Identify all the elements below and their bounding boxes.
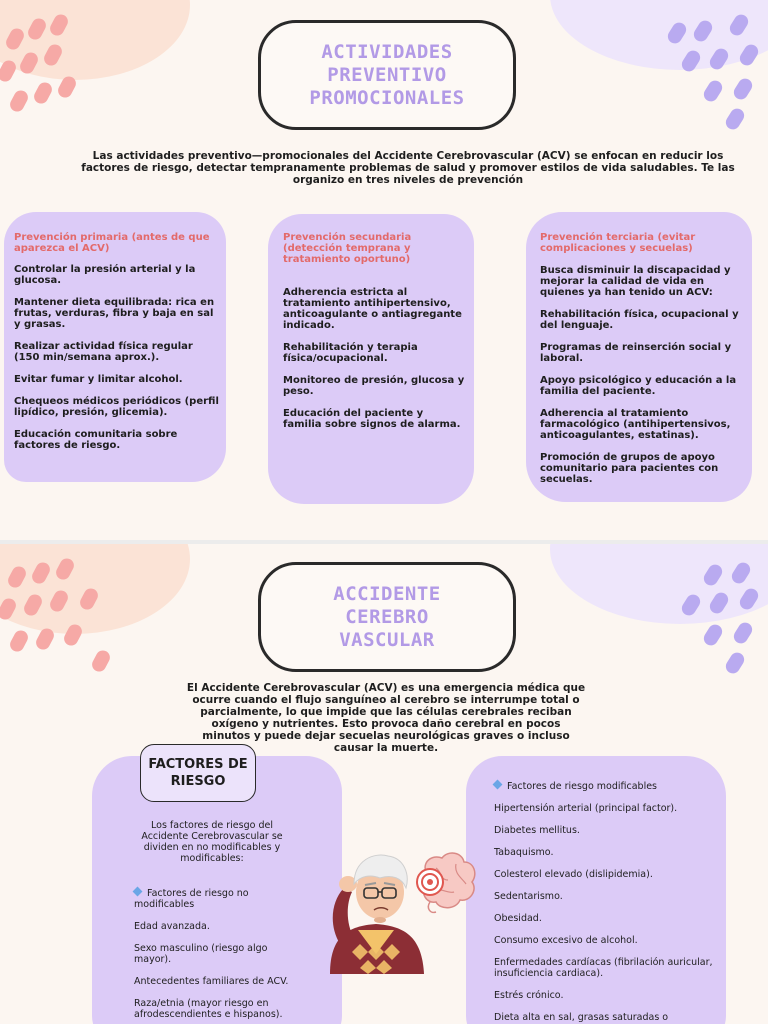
list-item: Dieta alta en sal, grasas saturadas o — [494, 1012, 669, 1023]
factors-intro: Los factores de riesgo del Accidente Cerebrovascular se dividen en no modificables y modificables: — [141, 820, 283, 864]
list-item: Rehabilitación física, ocupacional y del lenguaje. — [540, 309, 739, 331]
list-item: Hipertensión arterial (principal factor). — [494, 803, 678, 814]
list-item: Chequeos médicos periódicos (perfil lipídico, presión, glicemia). — [14, 396, 219, 418]
list-item: Edad avanzada. — [134, 921, 210, 932]
decoration-top-left — [0, 544, 200, 684]
risk-factors-title: FACTORES DE RIESGO — [148, 757, 248, 789]
decoration-top-left — [0, 0, 190, 130]
diamond-icon — [493, 780, 503, 790]
card-heading: Prevención primaria (antes de que aparezca el ACV) — [14, 232, 210, 254]
list-item: Raza/etnia (mayor riesgo en afrodescendientes e hispanos). — [134, 998, 283, 1020]
list-item: Apoyo psicológico y educación a la familia del paciente. — [540, 375, 737, 397]
non-modifiable-list — [134, 888, 302, 1024]
list-item: Mantener dieta equilibrada: rica en frutas, verduras, fibra y baja en sal y grasas. — [14, 297, 215, 330]
page-title-box — [258, 562, 516, 672]
list-item: Adherencia al tratamiento farmacológico (antihipertensivos, anticoagulantes, estatinas). — [540, 408, 731, 441]
list-item: Educación comunitaria sobre factores de riesgo. — [14, 429, 178, 451]
card-secondary-prevention — [268, 214, 474, 504]
card-heading: Prevención terciaria (evitar complicaciones y secuelas) — [540, 232, 696, 254]
list-item: Diabetes mellitus. — [494, 825, 580, 836]
list-item: Busca disminuir la discapacidad y mejorar la calidad de vida en quienes ya han tenido un ACV: — [540, 265, 731, 298]
list-item: Colesterol elevado (dislipidemia). — [494, 869, 653, 880]
list-item: Realizar actividad física regular (150 min/semana aprox.). — [14, 341, 193, 363]
list-item: Sexo masculino (riesgo algo mayor). — [134, 943, 268, 965]
page-title: ACTIVIDADES PREVENTIVO PROMOCIONALES — [309, 40, 465, 109]
list-item: Obesidad. — [494, 913, 542, 924]
list-heading: Factores de riesgo modificables — [507, 781, 658, 792]
card-list — [540, 265, 750, 496]
page-stroke-definition — [0, 544, 768, 1024]
decoration-top-right — [560, 544, 768, 694]
risk-factors-title-box — [140, 744, 256, 802]
list-heading: Factores de riesgo no modificables — [134, 888, 249, 910]
diamond-icon — [133, 887, 143, 897]
list-item: Promoción de grupos de apoyo comunitario para pacientes con secuelas. — [540, 452, 719, 485]
decoration-top-right — [560, 0, 768, 150]
page-title: ACCIDENTE CEREBRO VASCULAR — [333, 582, 441, 651]
list-item: Evitar fumar y limitar alcohol. — [14, 374, 183, 385]
list-item: Monitoreo de presión, glucosa y peso. — [283, 375, 465, 397]
list-item: Estrés crónico. — [494, 990, 564, 1001]
list-item: Enfermedades cardíacas (fibrilación auricular, insuficiencia cardiaca). — [494, 957, 713, 979]
list-item: Adherencia estricta al tratamiento antihipertensivo, anticoagulante o antiagregante indicado. — [283, 287, 462, 331]
list-item: Tabaquismo. — [494, 847, 554, 858]
card-list — [283, 287, 465, 441]
list-item: Rehabilitación y terapia física/ocupacional. — [283, 342, 418, 364]
card-heading: Prevención secundaria (detección temprana y tratamiento oportuno) — [283, 232, 412, 265]
list-item: Controlar la presión arterial y la glucosa. — [14, 264, 196, 286]
list-item: Antecedentes familiares de ACV. — [134, 976, 289, 987]
card-modifiable-factors — [466, 756, 726, 1024]
elderly-man-headache-illustration — [318, 844, 482, 976]
list-item: Consumo excesivo de alcohol. — [494, 935, 638, 946]
list-item: Sedentarismo. — [494, 891, 563, 902]
list-item: Programas de reinserción social y laboral. — [540, 342, 732, 364]
card-primary-prevention — [4, 212, 226, 482]
page-title-box — [258, 20, 516, 130]
modifiable-list — [494, 781, 714, 1024]
intro-text: Las actividades preventivo—promocionales del Accidente Cerebrovascular (ACV) se enfocan en reducir los factores de riesgo, detectar tempranamente problemas de salud y promover estilos de vida saludables. Te las organizo en tres niveles de prevención — [81, 150, 735, 186]
card-list — [14, 264, 220, 462]
intro-text: El Accidente Cerebrovascular (ACV) es una emergencia médica que ocurre cuando el flujo sanguíneo al cerebro se interrumpe total o parcialmente, lo que impide que las células cerebrales reciban oxígeno y nutrientes. Esto provoca daño cerebral en pocos minutos y puede dejar secuelas neurológicas graves o incluso causar la muerte. — [186, 682, 586, 754]
list-item: Educación del paciente y familia sobre signos de alarma. — [283, 408, 461, 430]
card-tertiary-prevention — [526, 212, 752, 502]
